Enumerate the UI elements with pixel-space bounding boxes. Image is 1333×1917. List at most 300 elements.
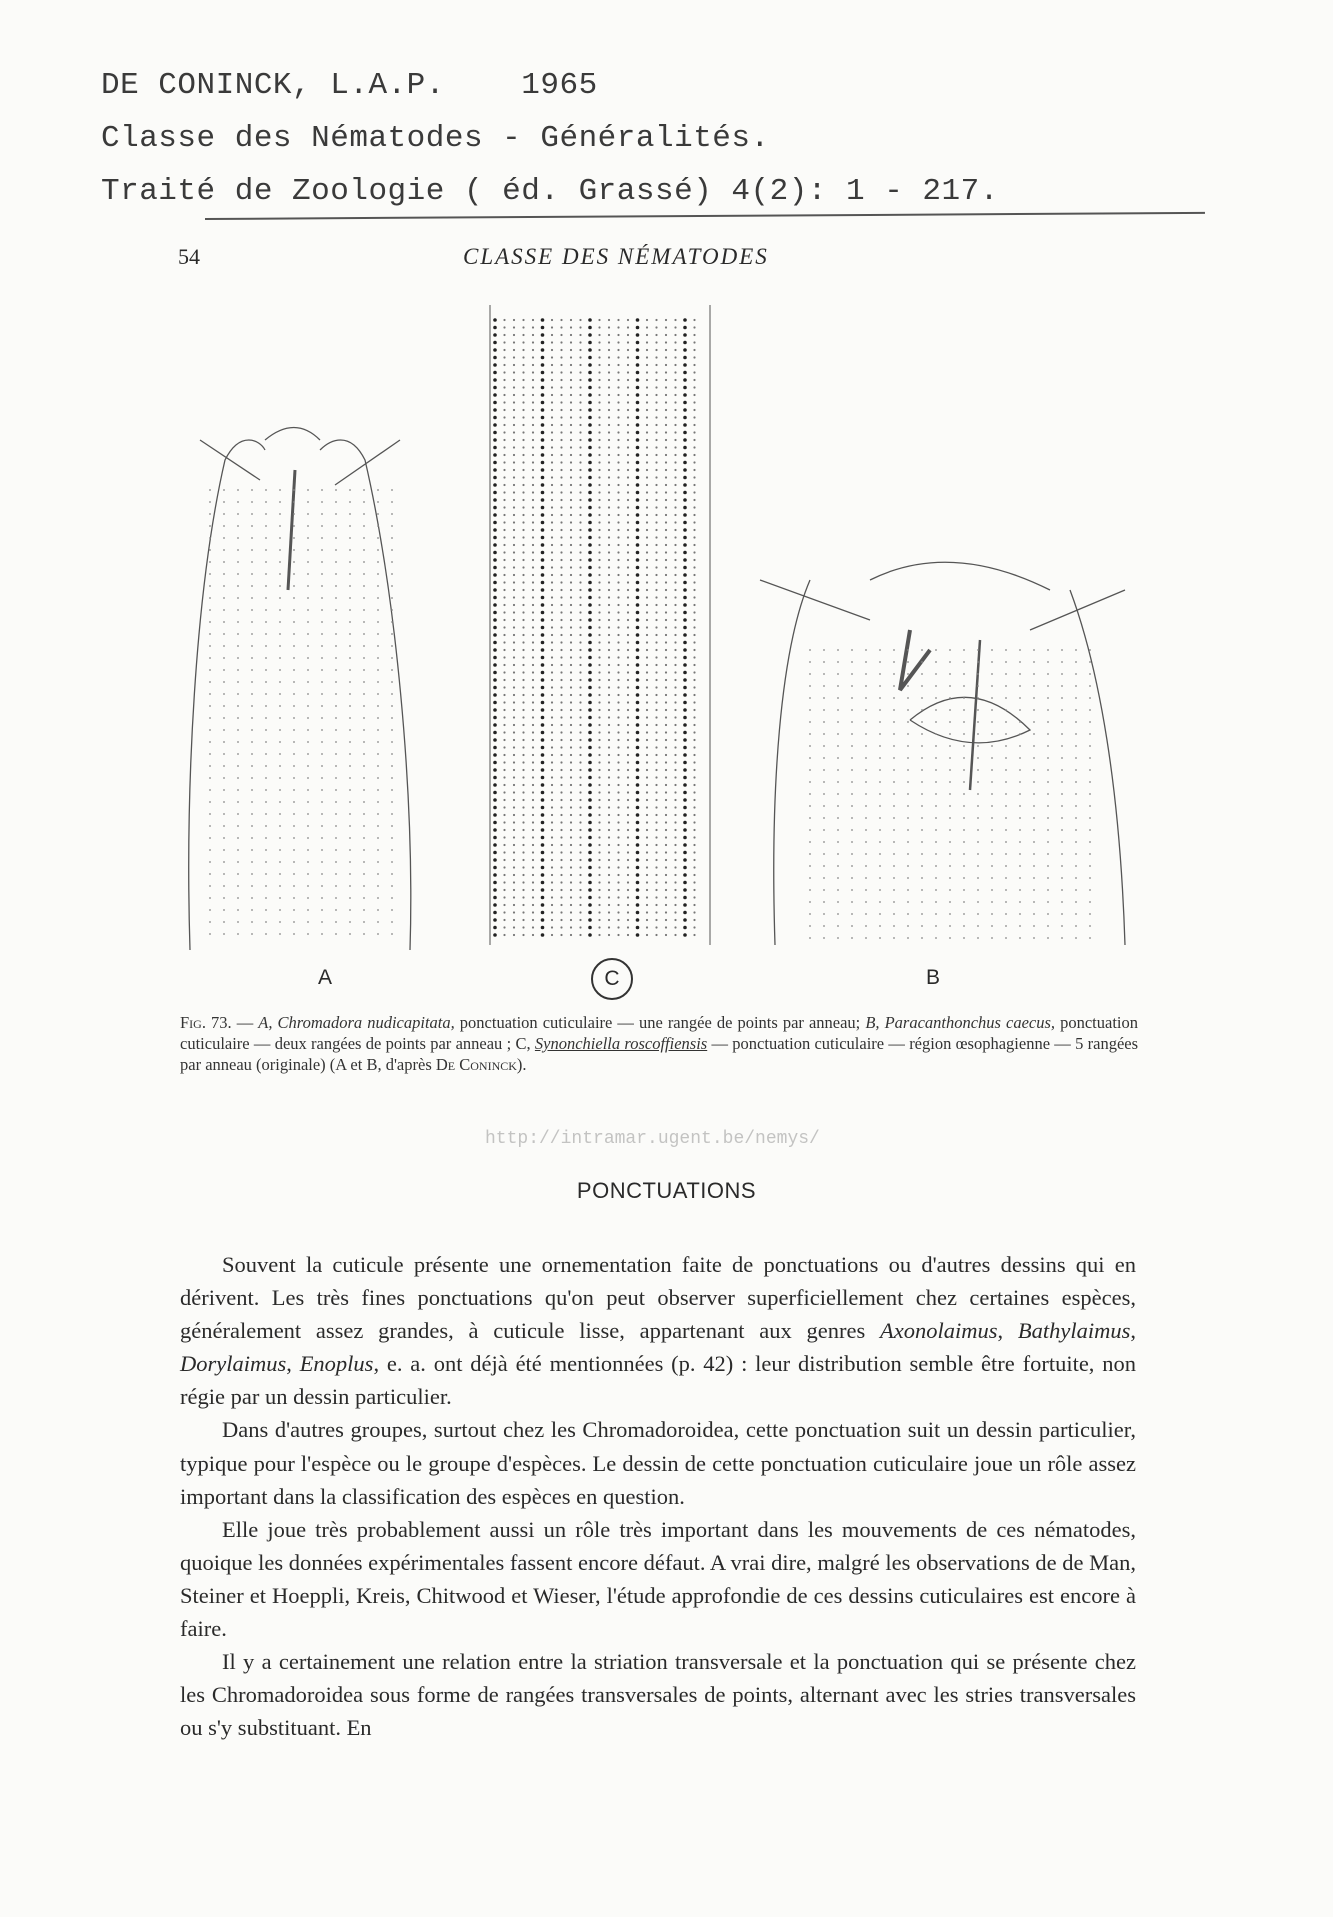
cuticle-dot [608,379,610,381]
cuticle-dot [674,806,676,808]
cuticle-dot [493,393,497,397]
cuticle-dot [865,781,867,783]
cuticle-dot [977,889,979,891]
cuticle-dot [265,573,267,575]
cuticle-dot [636,738,640,742]
cuticle-dot [636,708,640,712]
cuticle-dot [655,649,657,651]
cuticle-dot [588,678,592,682]
cuticle-dot [335,585,337,587]
cuticle-dot [865,805,867,807]
cuticle-dot [588,926,592,930]
cuticle-dot [617,664,619,666]
cuticle-dot [513,484,515,486]
cuticle-dot [655,761,657,763]
cuticle-dot [237,645,239,647]
cuticle-dot [560,844,562,846]
cuticle-dot [541,356,545,360]
cuticle-dot [851,913,853,915]
cuticle-dot [532,386,534,388]
cuticle-dot [627,386,629,388]
cuticle-dot [665,896,667,898]
cuticle-dot [237,681,239,683]
cuticle-dot [579,626,581,628]
cuticle-dot [646,529,648,531]
cuticle-dot [617,851,619,853]
cuticle-dot [588,431,592,435]
cuticle-dot [321,825,323,827]
cuticle-dot [1061,697,1063,699]
cuticle-dot [377,489,379,491]
cuticle-dot [879,733,881,735]
cuticle-dot [570,611,572,613]
cuticle-dot [532,904,534,906]
cuticle-dot [1089,661,1091,663]
cuticle-dot [335,825,337,827]
cuticle-dot [646,911,648,913]
cuticle-dot [683,416,687,420]
cuticle-dot [665,461,667,463]
cuticle-dot [532,716,534,718]
cuticle-dot [251,849,253,851]
cuticle-dot [674,746,676,748]
cuticle-dot [551,514,553,516]
cuticle-dot [588,843,592,847]
cuticle-dot [588,378,592,382]
cuticle-dot [1047,757,1049,759]
cuticle-dot [636,648,640,652]
cuticle-dot [1047,769,1049,771]
cuticle-dot [223,849,225,851]
cuticle-dot [627,709,629,711]
cuticle-dot [237,513,239,515]
cuticle-dot [293,885,295,887]
cuticle-dot [1089,793,1091,795]
cuticle-dot [617,424,619,426]
figure-label-a: A [318,966,333,989]
cuticle-dot [522,386,524,388]
cuticle-dot [646,814,648,816]
cuticle-dot [617,536,619,538]
cuticle-dot [665,701,667,703]
cuticle-dot [674,836,676,838]
cuticle-dot [522,656,524,658]
cuticle-dot [363,921,365,923]
cuticle-dot [823,673,825,675]
cuticle-dot [683,543,687,547]
cuticle-dot [627,319,629,321]
cuticle-dot [551,919,553,921]
cuticle-dot [655,349,657,351]
cuticle-dot [588,573,592,577]
cuticle-dot [636,896,640,900]
cuticle-dot [693,484,695,486]
cuticle-dot [665,679,667,681]
cuticle-dot [693,656,695,658]
cuticle-dot [608,671,610,673]
cuticle-dot [1033,649,1035,651]
cuticle-dot [493,558,497,562]
cuticle-dot [617,896,619,898]
cuticle-dot [279,561,281,563]
cuticle-dot [349,861,351,863]
cuticle-dot [570,581,572,583]
cuticle-dot [493,843,497,847]
cuticle-dot [503,934,505,936]
cuticle-dot [598,874,600,876]
cuticle-dot [693,431,695,433]
cuticle-dot [977,913,979,915]
cuticle-dot [693,776,695,778]
cuticle-dot [693,746,695,748]
cuticle-dot [809,757,811,759]
cuticle-dot [646,409,648,411]
cuticle-dot [963,829,965,831]
cuticle-dot [893,673,895,675]
cuticle-dot [683,791,687,795]
cuticle-dot [1005,913,1007,915]
cuticle-dot [493,626,497,630]
cuticle-dot [560,334,562,336]
cuticle-dot [335,921,337,923]
cuticle-dot [683,393,687,397]
cuticle-dot [865,865,867,867]
cuticle-dot [503,679,505,681]
cuticle-dot [522,514,524,516]
cuticle-dot [646,514,648,516]
cuticle-dot [522,619,524,621]
cuticle-dot [1089,733,1091,735]
cuticle-dot [493,536,497,540]
cuticle-dot [503,896,505,898]
cuticle-dot [823,697,825,699]
cuticle-dot [363,813,365,815]
cuticle-dot [837,661,839,663]
cuticle-dot [1005,817,1007,819]
cuticle-dot [209,681,211,683]
cuticle-dot [1075,721,1077,723]
cuticle-dot [579,506,581,508]
cuticle-dot [513,326,515,328]
cuticle-dot [693,664,695,666]
cuticle-dot [522,679,524,681]
cuticle-dot [665,356,667,358]
cuticle-dot [907,781,909,783]
cuticle-dot [963,817,965,819]
cuticle-dot [646,491,648,493]
cuticle-dot [522,799,524,801]
cuticle-dot [493,798,497,802]
cuticle-dot [1033,793,1035,795]
cuticle-dot [879,829,881,831]
cuticle-dot [493,513,497,517]
cuticle-dot [1061,913,1063,915]
cuticle-dot [608,911,610,913]
cuticle-dot [513,911,515,913]
cuticle-dot [503,791,505,793]
cuticle-dot [617,866,619,868]
cuticle-dot [646,566,648,568]
cuticle-dot [551,664,553,666]
cuticle-dot [503,566,505,568]
cuticle-dot [598,934,600,936]
cuticle-dot [513,679,515,681]
cuticle-dot [522,791,524,793]
cuticle-dot [363,489,365,491]
cuticle-dot [1019,937,1021,939]
cuticle-dot [683,753,687,757]
cuticle-dot [646,386,648,388]
cuticle-dot [683,453,687,457]
cuticle-dot [377,681,379,683]
cuticle-dot [551,731,553,733]
cuticle-dot [1005,937,1007,939]
cuticle-dot [823,913,825,915]
cuticle-dot [551,566,553,568]
cuticle-dot [646,559,648,561]
cuticle-dot [837,769,839,771]
cuticle-dot [522,716,524,718]
cuticle-dot [560,889,562,891]
cuticle-dot [588,363,592,367]
cuticle-dot [617,686,619,688]
cuticle-dot [693,701,695,703]
cuticle-dot [598,379,600,381]
cuticle-dot [627,911,629,913]
cuticle-dot [879,805,881,807]
cuticle-dot [598,769,600,771]
cuticle-dot [560,776,562,778]
cuticle-dot [493,566,497,570]
cuticle-dot [363,693,365,695]
cuticle-dot [963,673,965,675]
cuticle-dot [560,529,562,531]
cuticle-dot [655,574,657,576]
cuticle-dot [693,641,695,643]
cuticle-dot [237,861,239,863]
cuticle-dot [646,784,648,786]
cuticle-dot [237,549,239,551]
cuticle-dot [617,551,619,553]
cuticle-dot [674,679,676,681]
cuticle-dot [223,741,225,743]
cuticle-dot [532,679,534,681]
cuticle-dot [560,919,562,921]
cuticle-dot [608,394,610,396]
cuticle-dot [579,521,581,523]
cuticle-dot [279,621,281,623]
cuticle-dot [209,909,211,911]
cuticle-dot [391,681,393,683]
cuticle-dot [251,549,253,551]
cuticle-dot [579,319,581,321]
cuticle-dot [683,596,687,600]
cuticle-dot [1061,925,1063,927]
cuticle-dot [963,757,965,759]
cuticle-dot [823,865,825,867]
cuticle-dot [608,574,610,576]
cuticle-dot [377,645,379,647]
cuticle-dot [522,874,524,876]
cuticle-dot [349,525,351,527]
cuticle-dot [335,861,337,863]
cuticle-dot [223,909,225,911]
cuticle-dot [251,513,253,515]
paragraph-text: , e. a. ont déjà été mentionnées (p. 42) : leur distribution semble être fortuite, non régie par un dessin particulier. [180,1351,1136,1410]
cuticle-dot [493,873,497,877]
cuticle-dot [579,874,581,876]
cuticle-dot [532,739,534,741]
cuticle-dot [646,446,648,448]
cuticle-dot [570,716,572,718]
cuticle-dot [935,865,937,867]
cuticle-dot [991,865,993,867]
cuticle-dot [865,697,867,699]
cuticle-dot [655,476,657,478]
cuticle-dot [363,513,365,515]
cuticle-dot [627,394,629,396]
cuticle-dot [560,356,562,358]
cuticle-dot [683,746,687,750]
cuticle-dot [598,521,600,523]
cuticle-dot [693,536,695,538]
cuticle-dot [293,573,295,575]
cuticle-dot [251,717,253,719]
cuticle-dot [335,537,337,539]
cuticle-dot [493,656,497,660]
cuticle-dot [307,537,309,539]
cuticle-dot [532,596,534,598]
cuticle-dot [493,738,497,742]
cuticle-dot [693,364,695,366]
cuticle-dot [551,791,553,793]
cuticle-dot [674,799,676,801]
cuticle-dot [907,757,909,759]
cuticle-dot [560,821,562,823]
cuticle-dot [532,574,534,576]
cuticle-dot [335,777,337,779]
cuticle-dot [522,754,524,756]
cuticle-dot [223,861,225,863]
cuticle-dot [223,705,225,707]
cuticle-dot [879,781,881,783]
cuticle-dot [693,791,695,793]
cuticle-dot [251,861,253,863]
cuticle-dot [1047,685,1049,687]
cuticle-dot [579,469,581,471]
cuticle-dot [823,757,825,759]
cuticle-dot [588,806,592,810]
cuticle-dot [693,551,695,553]
cuticle-dot [674,821,676,823]
cuticle-dot [879,901,881,903]
cuticle-dot [570,731,572,733]
cuticle-dot [907,853,909,855]
cuticle-dot [636,686,640,690]
cuticle-dot [636,333,640,337]
cuticle-dot [503,589,505,591]
cuticle-dot [683,926,687,930]
cuticle-dot [1075,817,1077,819]
cuticle-dot [921,721,923,723]
cuticle-dot [493,813,497,817]
cuticle-dot [627,484,629,486]
paragraph-text: Elle joue très probablement aussi un rôle très important dans les mouvements de ces nématodes, quoique les données expérimentales fassent encore défaut. A vrai dire, malgré les observations de de Man, Steiner et Hoeppli, Kreis, Chitwood et Wieser, l'étude approfondie de ces dessins cuticulaires est encore à faire. [180,1516,1136,1642]
cuticle-dot [493,341,497,345]
cuticle-dot [335,837,337,839]
cuticle-dot [321,813,323,815]
cuticle-dot [674,619,676,621]
cuticle-dot [598,686,600,688]
cuticle-dot [636,866,640,870]
cuticle-dot [513,319,515,321]
cuticle-dot [963,889,965,891]
cuticle-dot [307,765,309,767]
cuticle-dot [293,693,295,695]
cuticle-dot [636,573,640,577]
cuticle-dot [503,776,505,778]
cuticle-dot [223,681,225,683]
cuticle-dot [823,829,825,831]
cuticle-dot [608,334,610,336]
cuticle-dot [560,401,562,403]
cuticle-dot [532,431,534,433]
cuticle-dot [608,521,610,523]
cuticle-dot [1089,877,1091,879]
cuticle-dot [551,574,553,576]
cuticle-dot [636,656,640,660]
cuticle-dot [307,597,309,599]
cuticle-dot [251,537,253,539]
cuticle-dot [579,334,581,336]
cuticle-dot [570,409,572,411]
cuticle-dot [977,745,979,747]
cuticle-dot [693,476,695,478]
cuticle-dot [349,717,351,719]
cuticle-dot [617,334,619,336]
cuticle-dot [655,544,657,546]
cuticle-dot [513,881,515,883]
cuticle-dot [1075,649,1077,651]
cuticle-dot [693,619,695,621]
cuticle-dot [893,865,895,867]
cuticle-dot [560,319,562,321]
cuticle-dot [579,559,581,561]
cuticle-dot [823,841,825,843]
cuticle-dot [570,746,572,748]
cuticle-dot [617,679,619,681]
cuticle-dot [636,716,640,720]
cuticle-dot [209,501,211,503]
cuticle-dot [579,574,581,576]
cuticle-dot [570,821,572,823]
cuticle-dot [503,356,505,358]
cuticle-dot [1033,709,1035,711]
cuticle-dot [893,853,895,855]
cuticle-dot [251,669,253,671]
cuticle-dot [532,589,534,591]
cuticle-dot [921,757,923,759]
cuticle-dot [636,476,640,480]
cuticle-dot [541,791,545,795]
cuticle-dot [879,853,881,855]
cuticle-dot [321,501,323,503]
cuticle-dot [579,371,581,373]
cuticle-dot [209,789,211,791]
cuticle-dot [655,619,657,621]
cuticle-dot [823,925,825,927]
cuticle-dot [598,416,600,418]
